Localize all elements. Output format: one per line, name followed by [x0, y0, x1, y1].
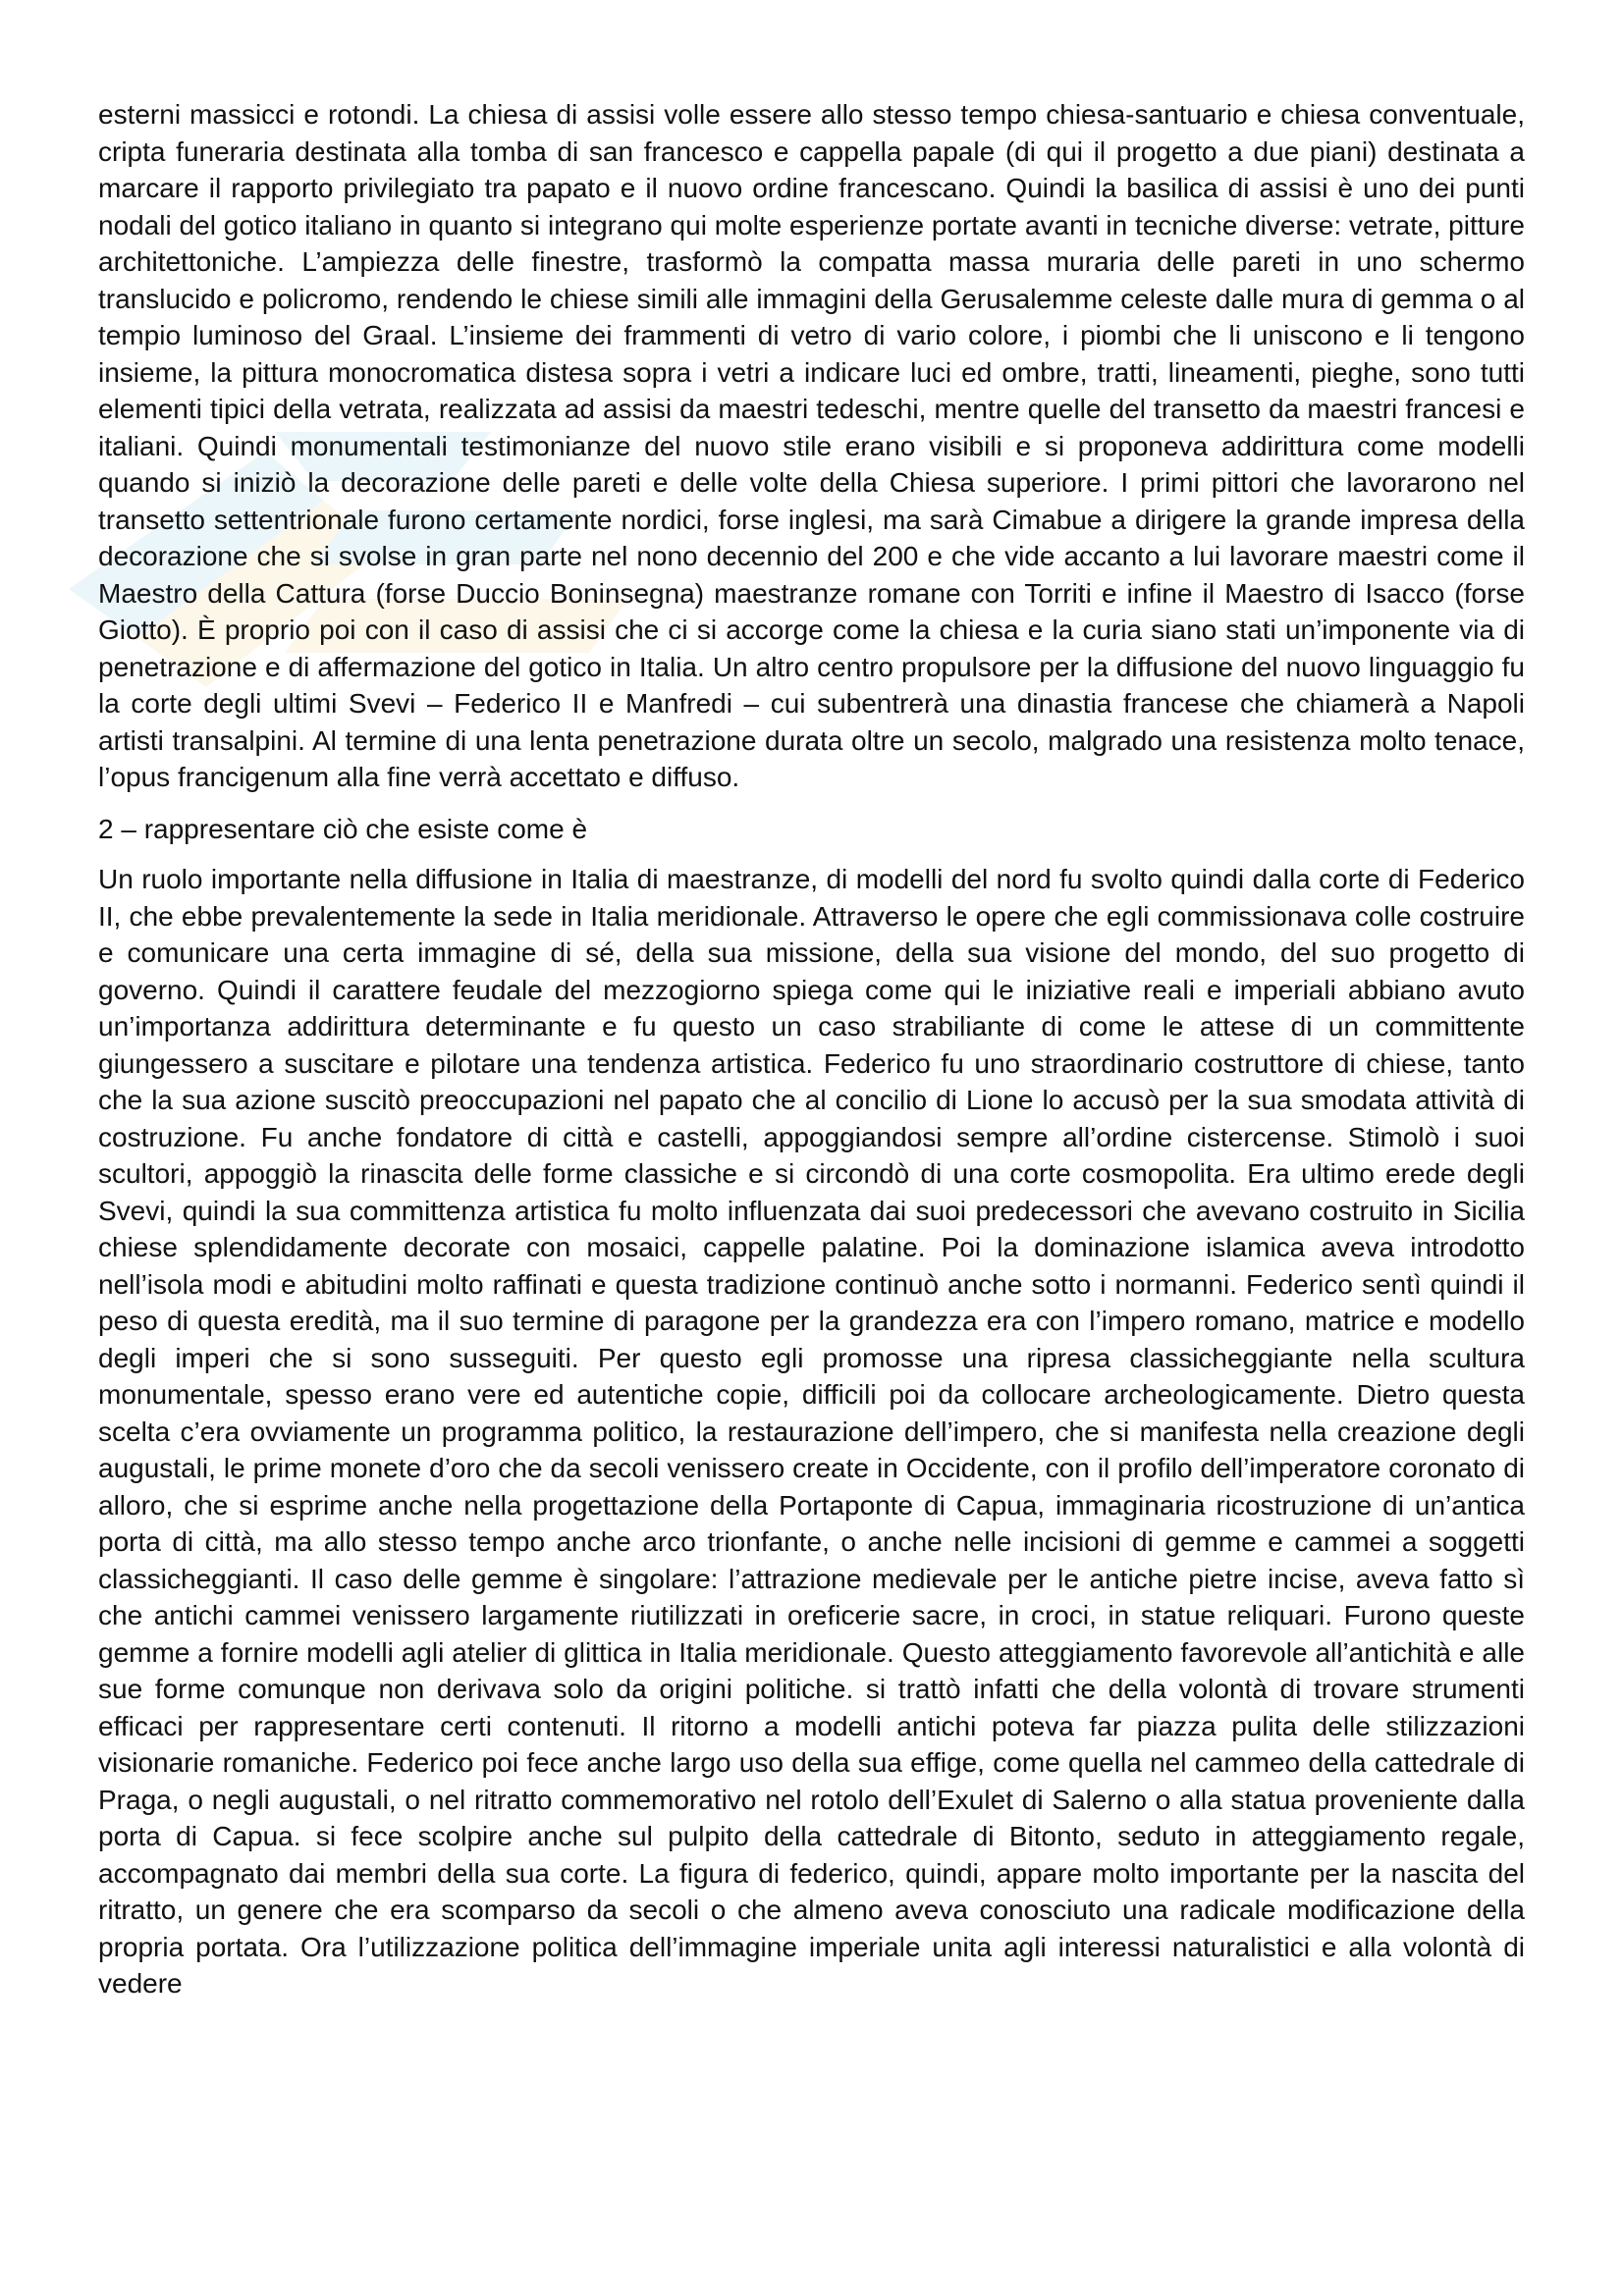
- paragraph-assisi-basilica: esterni massicci e rotondi. La chiesa di assisi volle essere allo stesso tempo chiesa-santuario e chiesa conventuale, cripta funeraria destinata alla tomba di san francesco e cappella papale (di qui il progetto a due piani) destinata a marcare il rapporto privilegiato tra papato e il nuovo ordine francescano. Quindi la basilica di assisi è uno dei punti nodali del gotico italiano in quanto si integrano qui molte esperienze portate avanti in tecniche diverse: vetrate, pitture architettoniche. L’ampiezza delle finestre, trasformò la compatta massa muraria delle pareti in uno schermo translucido e policromo, rendendo le chiese simili alle immagini della Gerusalemme celeste dalle mura di gemma o al tempio luminoso del Graal. L’insieme dei frammenti di vetro di vario colore, i piombi che li uniscono e li tengono insieme, la pittura monocromatica distesa sopra i vetri a indicare luci ed ombre, tratti, lineamenti, pieghe, sono tutti elementi tipici della vetrata, realizzata ad assisi da maestri tedeschi, mentre quelle del transetto da maestri francesi e italiani. Quindi monumentali testimonianze del nuovo stile erano visibili e si proponeva addirittura come modelli quando si iniziò la decorazione delle pareti e delle volte della Chiesa superiore. I primi pittori che lavorarono nel transetto settentrionale furono certamente nordici, forse inglesi, ma sarà Cimabue a dirigere la grande impresa della decorazione che si svolse in gran parte nel nono decennio del 200 e che vide accanto a lui lavorare maestri come il Maestro della Cattura (forse Duccio Boninsegna) maestranze romane con Torriti e infine il Maestro di Isacco (forse Giotto). È proprio poi con il caso di assisi che ci si accorge come la chiesa e la curia siano stati un’imponente via di penetrazione e di affermazione del gotico in Italia. Un altro centro propulsore per la diffusione del nuovo linguaggio fu la corte degli ultimi Svevi – Federico II e Manfredi – cui subentrerà una dinastia francese che chiamerà a Napoli artisti transalpini. Al termine di una lenta penetrazione durata oltre un secolo, malgrado una resistenza molto tenace, l’opus francigenum alla fine verrà accettato e diffuso.: [98, 99, 1525, 792]
- section-heading: 2 – rappresentare ciò che esiste come è: [98, 813, 588, 844]
- document-body: [98, 96, 1525, 2002]
- paragraph-federico-ii: Un ruolo importante nella diffusione in Italia di maestranze, di modelli del nord fu svolto quindi dalla corte di Federico II, che ebbe prevalentemente la sede in Italia meridionale. Attraverso le opere che egli commissionava colle costruire e comunicare una certa immagine di sé, della sua missione, della sua visione del mondo, del suo progetto di governo. Quindi il carattere feudale del mezzogiorno spiega come qui le iniziative reali e imperiali abbiano avuto un’importanza addirittura determinante e fu questo un caso strabiliante di come le attese di un committente giungessero a suscitare e pilotare una tendenza artistica. Federico fu uno straordinario costruttore di chiese, tanto che la sua azione suscitò preoccupazioni nel papato che al concilio di Lione lo accusò per la sua smodata attività di costruzione. Fu anche fondatore di città e castelli, appoggiandosi sempre all’ordine cistercense. Stimolò i suoi scultori, appoggiò la rinascita delle forme classiche e si circondò di una corte cosmopolita. Era ultimo erede degli Svevi, quindi la sua committenza artistica fu molto influenzata dai suoi predecessori che avevano costruito in Sicilia chiese splendidamente decorate con mosaici, cappelle palatine. Poi la dominazione islamica aveva introdotto nell’isola modi e abitudini molto raffinati e questa tradizione continuò anche sotto i normanni. Federico sentì quindi il peso di questa eredità, ma il suo termine di paragone per la grandezza era con l’impero romano, matrice e modello degli imperi che si sono susseguiti. Per questo egli promosse una ripresa classicheggiante nella scultura monumentale, spesso erano vere ed autentiche copie, difficili poi da collocare archeologicamente. Dietro questa scelta c’era ovviamente un programma politico, la restaurazione dell’impero, che si manifesta nella creazione degli augustali, le prime monete d’oro che da secoli venissero create in Occidente, con il profilo dell’imperatore coronato di alloro, che si esprime anche nella progettazione della Portaponte di Capua, immaginaria ricostruzione di un’antica porta di città, ma allo stesso tempo anche arco trionfante, o anche nelle incisioni di gemme e cammei a soggetti classicheggianti. Il caso delle gemme è singolare: l’attrazione medievale per le antiche pietre incise, aveva fatto sì che antichi cammei venissero largamente riutilizzati in oreficerie sacre, in croci, in statue reliquari. Furono queste gemme a fornire modelli agli atelier di glittica in Italia meridionale. Questo atteggiamento favorevole all’antichità e alle sue forme comunque non derivava solo da origini politiche. si trattò infatti che della volontà di trovare strumenti efficaci per rappresentare certi contenuti. Il ritorno a modelli antichi poteva far piazza pulita delle stilizzazioni visionarie romaniche. Federico poi fece anche largo uso della sua effige, come quella nel cammeo della cattedrale di Praga, o negli augustali, o nel ritratto commemorativo nel rotolo dell’Exulet di Salerno o alla statua proveniente dalla porta di Capua. si fece scolpire anche sul pulpito della cattedrale di Bitonto, seduto in atteggiamento regale, accompagnato dai membri della sua corte. La figura di federico, quindi, appare molto importante per la nascita del ritratto, un genere che era scomparso da secoli o che almeno aveva conosciuto una radicale modificazione della propria portata. Ora l’utilizzazione politica dell’immagine imperiale unita agli interessi naturalistici e alla volontà di vedere: [98, 864, 1525, 1999]
